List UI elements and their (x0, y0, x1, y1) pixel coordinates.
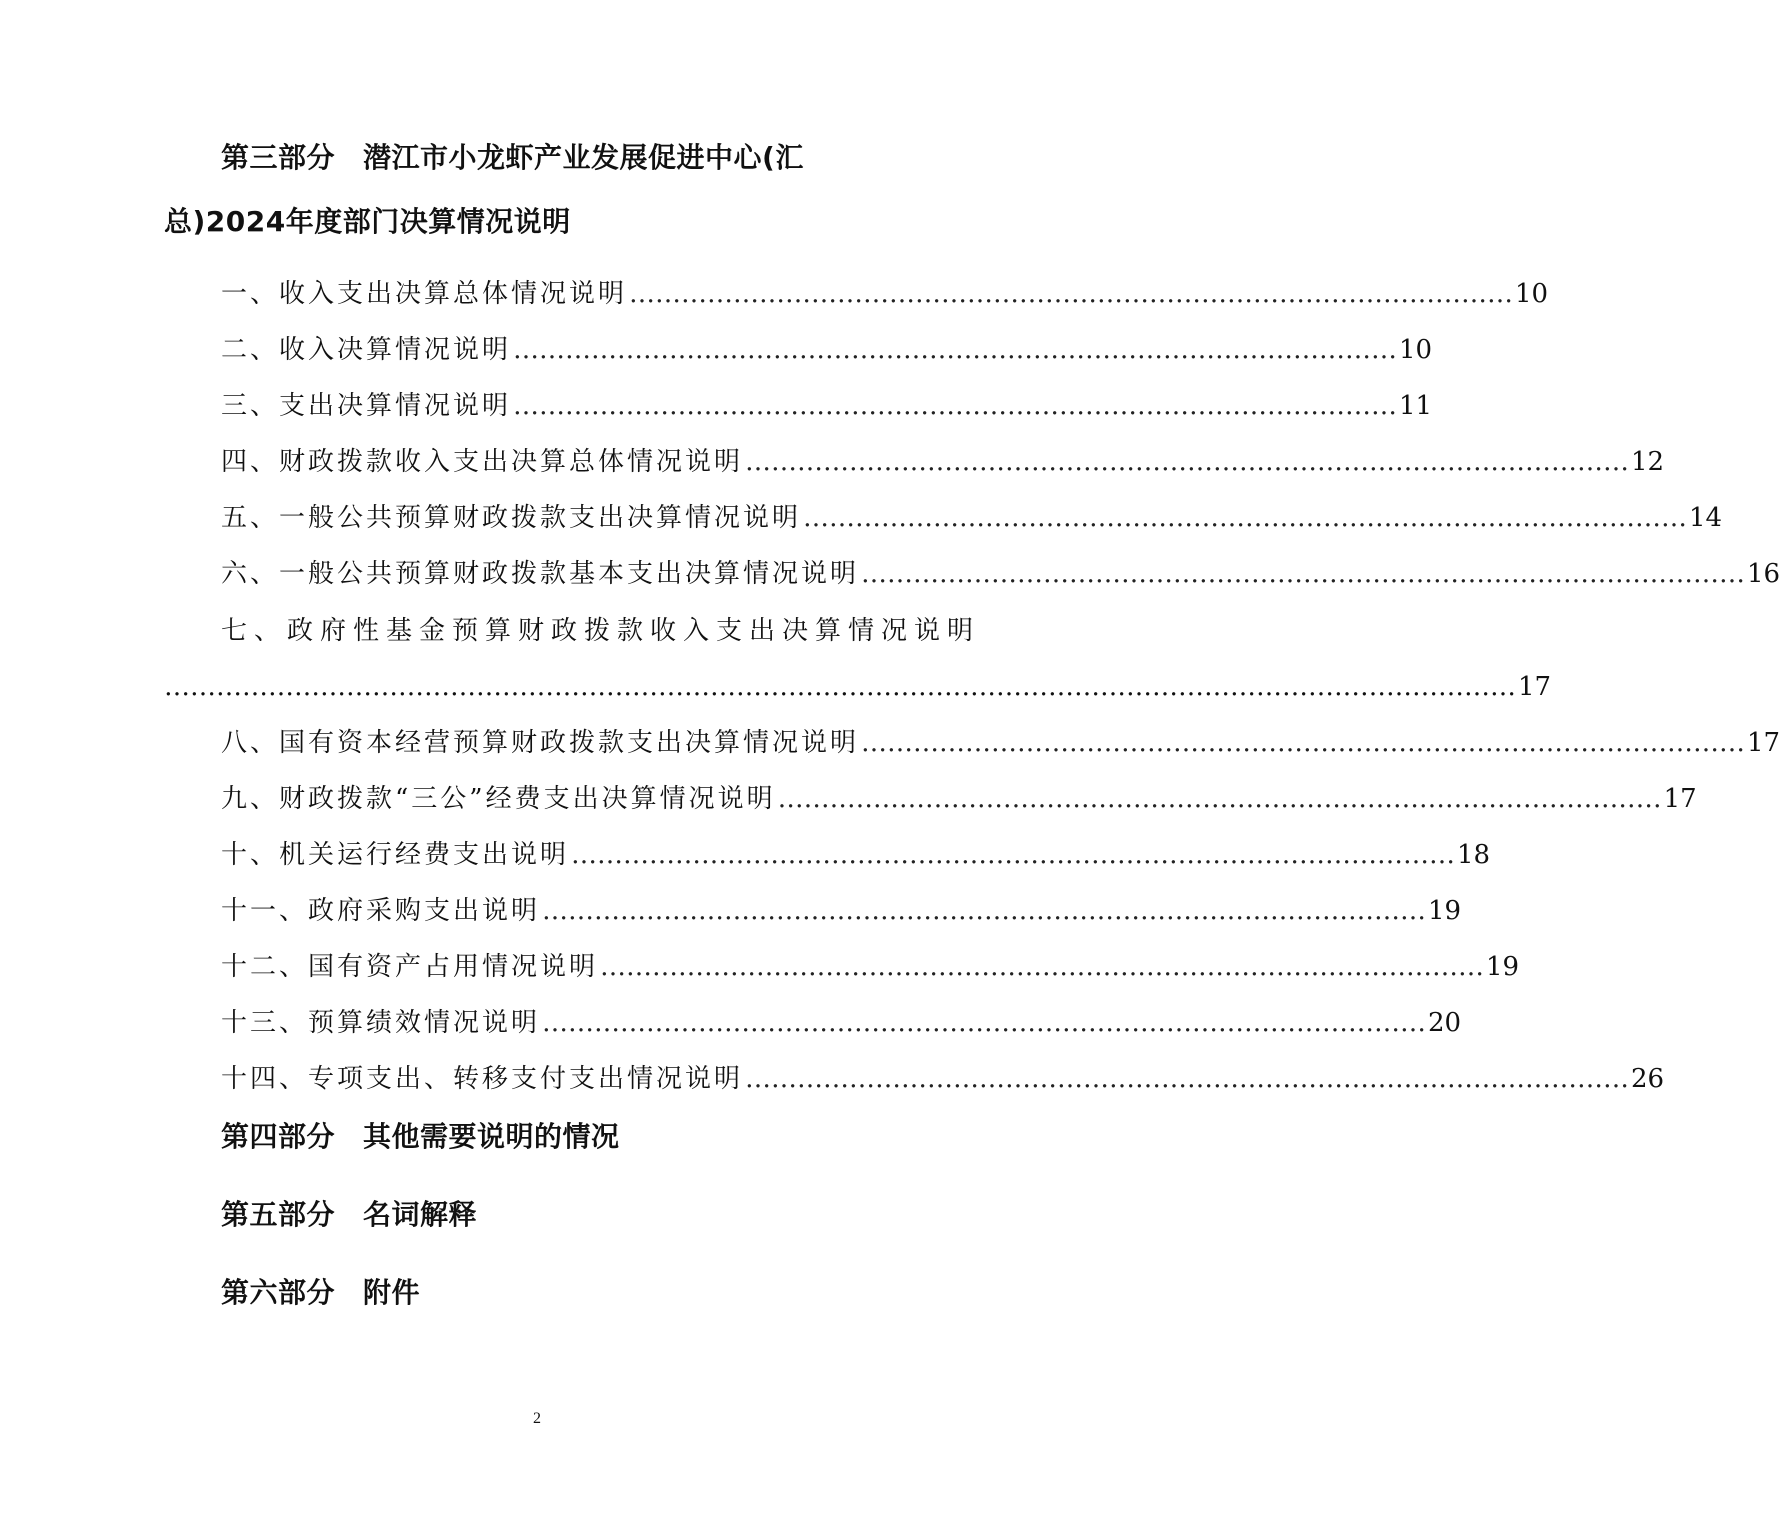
toc-entry[interactable] (221, 442, 1665, 482)
toc-entry[interactable] (221, 274, 1549, 314)
toc-entry[interactable] (221, 947, 1520, 987)
toc-entry-label: 十四、专项支出、转移支付支出情况说明 (221, 1064, 744, 1094)
toc-leader: ………………………………………………………………………………………… (542, 1008, 1427, 1038)
toc-leader: ………………………………………………………………………………………… (777, 784, 1662, 814)
toc-entry-label: 十二、国有资产占用情况说明 (221, 952, 599, 982)
toc-entry[interactable] (221, 891, 1462, 931)
toc-entry[interactable] (221, 554, 1780, 594)
part-3-heading (164, 126, 914, 254)
toc-leader: ………………………………………………………………………………………………………………………………………… (164, 672, 1516, 702)
toc-leader: ………………………………………………………………………………………… (745, 447, 1630, 477)
toc-entry[interactable] (221, 1059, 1665, 1099)
toc-leader: ………………………………………………………………………………………… (629, 279, 1514, 309)
toc-entry-page: 12 (1631, 447, 1665, 477)
toc-entry-label: 十一、政府采购支出说明 (221, 896, 541, 926)
toc-leader: ………………………………………………………………………………………… (571, 840, 1456, 870)
toc-entry-label: 十三、预算绩效情况说明 (221, 1008, 541, 1038)
toc-entry-page: 17 (1518, 672, 1552, 702)
toc-entry[interactable] (221, 779, 1697, 819)
toc-entry-label: 七、政府性基金预算财政拨款收入支出决算情况说明 (221, 616, 981, 646)
toc-leader: ………………………………………………………………………………………… (861, 728, 1746, 758)
toc-entry-label: 九、财政拨款“三公”经费支出决算情况说明 (221, 784, 776, 814)
toc-entry-label: 一、收入支出决算总体情况说明 (221, 279, 628, 309)
toc-entry-label: 五、一般公共预算财政拨款支出决算情况说明 (221, 503, 802, 533)
toc-entry[interactable] (221, 498, 1723, 538)
part-6-title: 附件 (363, 1276, 421, 1309)
toc-entry[interactable] (221, 723, 1780, 763)
part-4-heading[interactable] (221, 1115, 620, 1159)
toc-entry-page: 11 (1399, 391, 1433, 421)
toc-entry-label: 二、收入决算情况说明 (221, 335, 512, 365)
toc-entry[interactable] (221, 330, 1433, 370)
toc-leader: ………………………………………………………………………………………… (542, 896, 1427, 926)
toc-entry-page: 26 (1631, 1064, 1665, 1094)
toc-entry-label: 十、机关运行经费支出说明 (221, 840, 570, 870)
part-5-label: 第五部分 (221, 1198, 336, 1231)
toc-entry[interactable] (221, 386, 1433, 426)
part-6-heading[interactable] (221, 1271, 420, 1315)
toc-entry-page: 10 (1399, 335, 1433, 365)
toc-entry-page: 20 (1428, 1008, 1462, 1038)
toc-leader: ………………………………………………………………………………………… (803, 503, 1688, 533)
toc-leader: ………………………………………………………………………………………… (513, 391, 1398, 421)
toc-leader: ………………………………………………………………………………………… (513, 335, 1398, 365)
toc-entry-page: 16 (1747, 559, 1780, 589)
toc-entry-label: 六、一般公共预算财政拨款基本支出决算情况说明 (221, 559, 860, 589)
toc-leader: ………………………………………………………………………………………… (745, 1064, 1630, 1094)
toc-entry-label: 八、国有资本经营预算财政拨款支出决算情况说明 (221, 728, 860, 758)
toc-entry-page: 14 (1689, 503, 1723, 533)
toc-entry[interactable] (221, 835, 1491, 875)
toc-entry-page: 10 (1515, 279, 1549, 309)
toc-leader: ………………………………………………………………………………………… (600, 952, 1485, 982)
toc-entry-page: 19 (1486, 952, 1520, 982)
part-3-title: 潜江市小龙虾产业发展促进中心(汇总)2024年度部门决算情况说明 (164, 141, 804, 238)
toc-entry-label: 三、支出决算情况说明 (221, 391, 512, 421)
toc-entry-label: 四、财政拨款收入支出决算总体情况说明 (221, 447, 744, 477)
part-3-label: 第三部分 (221, 141, 336, 174)
part-5-heading[interactable] (221, 1193, 477, 1237)
toc-entry-page: 17 (1663, 784, 1697, 814)
part-4-label: 第四部分 (221, 1120, 336, 1153)
toc-leader: ………………………………………………………………………………………… (861, 559, 1746, 589)
toc-entry[interactable] (221, 1003, 1462, 1043)
toc-entry-page: 17 (1747, 728, 1780, 758)
toc-entry-page: 19 (1428, 896, 1462, 926)
toc-entry-continuation[interactable] (164, 667, 1552, 707)
toc-entry-page: 18 (1457, 840, 1491, 870)
part-4-title: 其他需要说明的情况 (363, 1120, 620, 1153)
toc-entry-wrapped[interactable] (221, 611, 981, 651)
page-number: 2 (533, 1410, 541, 1427)
part-5-title: 名词解释 (363, 1198, 478, 1231)
part-6-label: 第六部分 (221, 1276, 336, 1309)
